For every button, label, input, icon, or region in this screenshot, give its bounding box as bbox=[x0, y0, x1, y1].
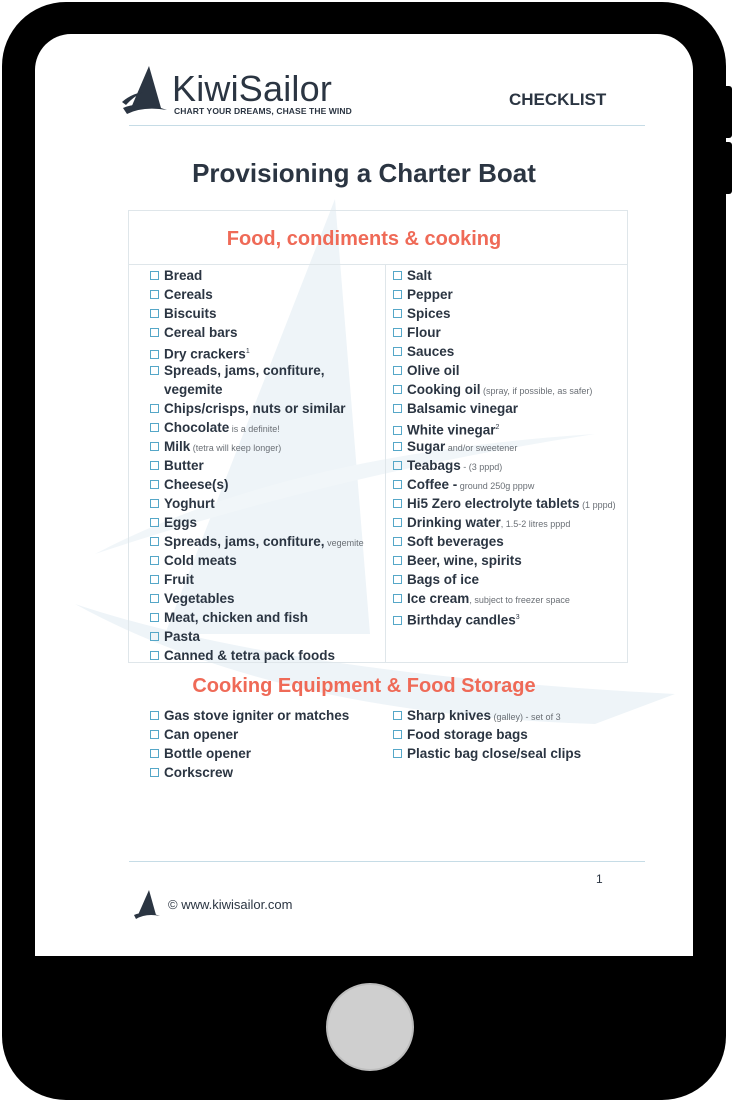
checklist-item bbox=[393, 304, 451, 323]
home-button[interactable] bbox=[326, 983, 414, 1071]
header-divider bbox=[129, 125, 645, 126]
footnote-marker: 2 bbox=[495, 424, 500, 431]
checkbox[interactable] bbox=[393, 290, 402, 299]
page-number: 1 bbox=[596, 872, 603, 886]
footer-divider bbox=[129, 861, 645, 862]
item-label: Bread bbox=[164, 268, 203, 283]
checkbox[interactable] bbox=[393, 366, 402, 375]
item-label: Chips/crisps, nuts or similar bbox=[164, 401, 346, 416]
checkbox[interactable] bbox=[393, 749, 402, 758]
checklist-item bbox=[150, 706, 349, 725]
item-label: Spices bbox=[407, 306, 451, 321]
volume-up-button[interactable] bbox=[722, 86, 732, 138]
brand-tagline: CHART YOUR DREAMS, CHASE THE WIND bbox=[174, 106, 352, 116]
checklist-item bbox=[150, 399, 346, 418]
checklist-item bbox=[393, 744, 581, 763]
checklist-item bbox=[150, 361, 325, 380]
item-label: Spreads, jams, confiture, bbox=[164, 363, 325, 378]
volume-down-button[interactable] bbox=[722, 142, 732, 194]
checkbox[interactable] bbox=[393, 309, 402, 318]
item-label: Fruit bbox=[164, 572, 194, 587]
item-label: Olive oil bbox=[407, 363, 460, 378]
checkbox[interactable] bbox=[393, 499, 402, 508]
checkbox[interactable] bbox=[150, 328, 159, 337]
checklist-item bbox=[150, 627, 200, 646]
item-label: Sauces bbox=[407, 344, 455, 359]
checklist-item bbox=[393, 725, 528, 744]
checklist-item bbox=[393, 456, 502, 477]
sail-logo-small-icon bbox=[133, 889, 161, 921]
checkbox[interactable] bbox=[150, 768, 159, 777]
brand-name: KiwiSailor bbox=[172, 68, 333, 109]
checklist-item bbox=[150, 608, 308, 627]
tablet-screen bbox=[35, 34, 693, 956]
checkbox[interactable] bbox=[393, 730, 402, 739]
checklist-item bbox=[393, 285, 453, 304]
item-label: Meat, chicken and fish bbox=[164, 610, 309, 625]
checkbox[interactable] bbox=[393, 426, 402, 435]
checkbox[interactable] bbox=[150, 480, 159, 489]
item-note: (1 pppd) bbox=[579, 500, 616, 510]
checklist-item bbox=[393, 475, 534, 496]
checkbox[interactable] bbox=[150, 651, 159, 660]
item-label: Bags of ice bbox=[407, 572, 480, 587]
checkbox[interactable] bbox=[393, 271, 402, 280]
item-label: Butter bbox=[164, 458, 204, 473]
item-note: (spray, if possible, as safer) bbox=[480, 386, 593, 396]
checkbox[interactable] bbox=[393, 575, 402, 584]
checkbox[interactable] bbox=[150, 749, 159, 758]
item-label: Birthday candles bbox=[407, 612, 516, 628]
checklist-item bbox=[393, 608, 520, 630]
checklist-item bbox=[393, 266, 432, 285]
checklist-item bbox=[150, 418, 280, 439]
item-label: Milk bbox=[164, 439, 191, 454]
checklist-item bbox=[393, 532, 504, 551]
item-note: , 1.5-2 litres pppd bbox=[500, 519, 571, 529]
food-section-title: Food, condiments & cooking bbox=[226, 228, 502, 250]
checklist-item bbox=[164, 380, 223, 399]
item-label: Gas stove igniter or matches bbox=[164, 708, 350, 723]
item-label: Pasta bbox=[164, 629, 201, 644]
footer-url: © www.kiwisailor.com bbox=[168, 897, 293, 912]
item-label: Cooking oil bbox=[407, 382, 481, 397]
item-label: Balsamic vinegar bbox=[407, 401, 519, 416]
item-label: Food storage bags bbox=[407, 727, 528, 742]
checklist-item bbox=[393, 551, 522, 570]
checkbox[interactable] bbox=[393, 594, 402, 603]
footnote-marker: 3 bbox=[515, 614, 520, 621]
checklist-item bbox=[150, 725, 238, 744]
item-label: Cheese(s) bbox=[164, 477, 229, 492]
item-label: vegemite bbox=[164, 382, 223, 397]
checkbox[interactable] bbox=[150, 499, 159, 508]
item-label: Corkscrew bbox=[164, 765, 234, 780]
checkbox[interactable] bbox=[393, 347, 402, 356]
item-label: Sugar bbox=[407, 439, 446, 454]
checkbox[interactable] bbox=[150, 711, 159, 720]
checklist-item bbox=[393, 570, 479, 589]
checklist-item bbox=[150, 285, 213, 304]
checkbox[interactable] bbox=[393, 616, 402, 625]
checkbox[interactable] bbox=[150, 632, 159, 641]
checklist-item bbox=[150, 551, 237, 570]
item-note: and/or sweetener bbox=[445, 443, 518, 453]
checklist-item bbox=[150, 532, 364, 553]
item-label: Spreads, jams, confiture, bbox=[164, 534, 325, 549]
checklist-item bbox=[150, 763, 233, 782]
item-note: (galley) - set of 3 bbox=[491, 712, 561, 722]
checklist-item bbox=[150, 513, 197, 532]
checkbox[interactable] bbox=[393, 711, 402, 720]
item-label: Sharp knives bbox=[407, 708, 492, 723]
item-note: ground 250g pppw bbox=[457, 481, 535, 491]
checklist-label: CHECKLIST bbox=[509, 90, 607, 109]
checklist-item bbox=[393, 380, 592, 401]
checklist-item bbox=[393, 706, 561, 727]
checkbox[interactable] bbox=[150, 404, 159, 413]
item-label: White vinegar bbox=[407, 422, 496, 438]
item-label: Ice cream bbox=[407, 591, 470, 606]
checklist-item bbox=[150, 646, 335, 665]
item-label: Can opener bbox=[164, 727, 239, 742]
checkbox[interactable] bbox=[393, 442, 402, 451]
item-label: Pepper bbox=[407, 287, 453, 302]
checkbox[interactable] bbox=[150, 366, 159, 375]
checkbox[interactable] bbox=[150, 423, 159, 432]
checklist-item bbox=[150, 589, 235, 608]
item-label: Salt bbox=[407, 268, 432, 283]
item-note: (tetra will keep longer) bbox=[190, 443, 282, 453]
item-label: Bottle opener bbox=[164, 746, 252, 761]
checklist-item bbox=[150, 266, 202, 285]
item-label: Canned & tetra pack foods bbox=[164, 648, 336, 663]
item-label: Cereals bbox=[164, 287, 213, 302]
item-label: Teabags bbox=[407, 458, 461, 473]
checklist-item bbox=[393, 361, 460, 380]
checkbox[interactable] bbox=[150, 537, 159, 546]
checkbox[interactable] bbox=[393, 518, 402, 527]
item-label: Vegetables bbox=[164, 591, 235, 606]
checkbox[interactable] bbox=[150, 442, 159, 451]
page-title: Provisioning a Charter Boat bbox=[192, 158, 536, 188]
item-label: Cereal bars bbox=[164, 325, 238, 340]
checklist-item bbox=[150, 475, 229, 494]
item-label: Coffee - bbox=[407, 477, 458, 492]
checklist-item bbox=[393, 323, 441, 342]
item-label: Eggs bbox=[164, 515, 198, 530]
item-note: is a definite! bbox=[229, 424, 280, 434]
checkbox[interactable] bbox=[393, 480, 402, 489]
item-note: , subject to freezer space bbox=[469, 595, 570, 605]
checklist-item bbox=[393, 399, 518, 418]
column-divider bbox=[385, 265, 386, 663]
item-label: Drinking water bbox=[407, 515, 501, 530]
checkbox[interactable] bbox=[393, 556, 402, 565]
checkbox[interactable] bbox=[150, 350, 159, 359]
checklist-item bbox=[393, 513, 570, 534]
item-label: Biscuits bbox=[164, 306, 217, 321]
checklist-item bbox=[393, 342, 454, 361]
checkbox[interactable] bbox=[150, 613, 159, 622]
item-label: Hi5 Zero electrolyte tablets bbox=[407, 496, 580, 511]
item-label: Beer, wine, spirits bbox=[407, 553, 522, 568]
checkbox[interactable] bbox=[150, 290, 159, 299]
checkbox[interactable] bbox=[393, 537, 402, 546]
checkbox[interactable] bbox=[150, 518, 159, 527]
item-label: Chocolate bbox=[164, 420, 230, 435]
checklist-item bbox=[393, 494, 616, 515]
checkbox[interactable] bbox=[393, 404, 402, 413]
checklist-item bbox=[150, 304, 217, 323]
item-note: - (3 pppd) bbox=[460, 462, 503, 472]
checkbox[interactable] bbox=[150, 271, 159, 280]
checklist-item bbox=[393, 589, 570, 610]
food-header-divider bbox=[128, 264, 628, 265]
item-note: vegemite bbox=[324, 538, 364, 548]
sail-logo-icon bbox=[121, 64, 169, 120]
checkbox[interactable] bbox=[150, 461, 159, 470]
checkbox[interactable] bbox=[150, 309, 159, 318]
checkbox[interactable] bbox=[393, 328, 402, 337]
item-label: Yoghurt bbox=[164, 496, 215, 511]
checklist-item bbox=[150, 456, 204, 475]
checkbox[interactable] bbox=[393, 461, 402, 470]
item-label: Cold meats bbox=[164, 553, 237, 568]
checklist-item bbox=[393, 437, 517, 458]
checkbox[interactable] bbox=[150, 594, 159, 603]
checklist-item bbox=[150, 437, 281, 458]
item-label: Flour bbox=[407, 325, 441, 340]
checklist-item bbox=[150, 494, 215, 513]
checkbox[interactable] bbox=[150, 575, 159, 584]
checklist-item bbox=[150, 570, 194, 589]
kiwisailor-logo bbox=[121, 64, 381, 124]
item-label: Dry crackers bbox=[164, 346, 246, 362]
item-label: Soft beverages bbox=[407, 534, 504, 549]
checkbox[interactable] bbox=[150, 730, 159, 739]
checklist-item bbox=[150, 744, 251, 763]
item-label: Plastic bag close/seal clips bbox=[407, 746, 582, 761]
checkbox[interactable] bbox=[150, 556, 159, 565]
checkbox[interactable] bbox=[393, 385, 402, 394]
footnote-marker: 1 bbox=[245, 348, 250, 355]
equipment-section-title: Cooking Equipment & Food Storage bbox=[192, 675, 536, 697]
checklist-item bbox=[150, 323, 238, 342]
